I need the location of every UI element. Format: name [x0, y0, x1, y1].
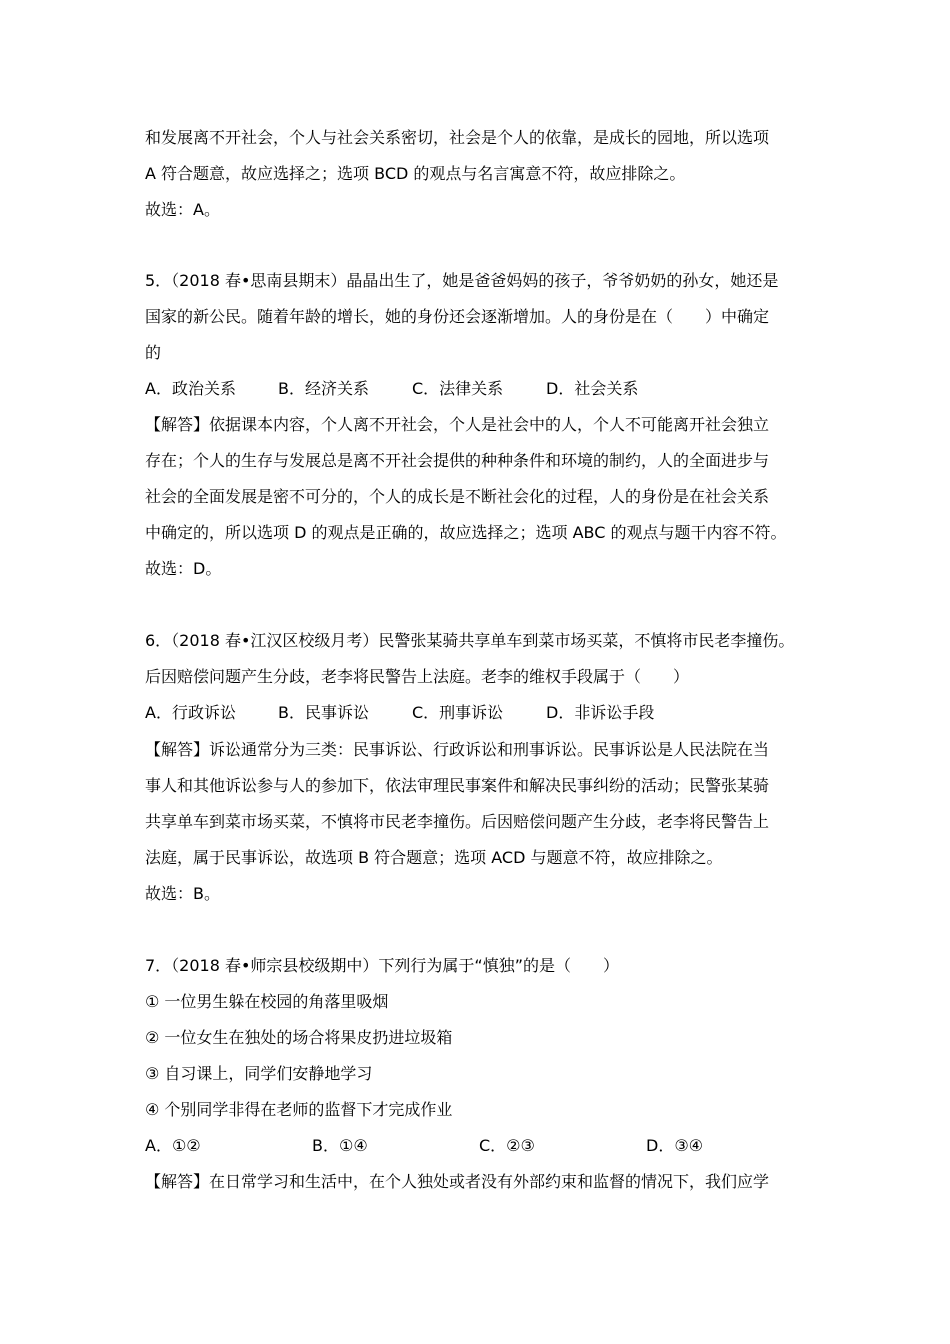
- prev-answer-result: 故选：A。: [145, 200, 220, 219]
- q6-option-c: C．刑事诉讼: [412, 703, 504, 722]
- prev-answer-line: 和发展离不开社会，个人与社会关系密切，社会是个人的依靠，是成长的园地，所以选项: [145, 128, 770, 147]
- q5-answer-line: 存在；个人的生存与发展总是离不开社会提供的种种条件和环境的制约，人的全面进步与: [145, 451, 770, 470]
- q5-stem-line: 的: [145, 343, 162, 362]
- q6-stem-line: 6．（2018 春•江汉区校级月考）民警张某骑共享单车到菜市场买菜，不慎将市民老李撞伤。: [145, 631, 795, 650]
- q6-answer-line: 事人和其他诉讼参与人的参加下，依法审理民事案件和解决民事纠纷的活动；民警张某骑: [145, 776, 770, 795]
- q7-option-c: C．②③: [479, 1136, 535, 1155]
- q5-stem-line: 国家的新公民。随着年龄的增长，她的身份还会逐渐增加。人的身份是在（ ）中确定: [145, 307, 770, 326]
- q5-option-c: C．法律关系: [412, 379, 504, 398]
- q5-result: 故选：D。: [145, 559, 222, 578]
- q6-result: 故选：B。: [145, 884, 220, 903]
- q7-stem-line: 7．（2018 春•师宗县校级期中）下列行为属于“慎独”的是（ ）: [145, 956, 620, 975]
- q6-answer-line: 共享单车到菜市场买菜，不慎将市民老李撞伤。后因赔偿问题产生分歧，老李将民警告上: [145, 812, 770, 831]
- prev-answer-line: A 符合题意，故应选择之；选项 BCD 的观点与名言寓意不符，故应排除之。: [145, 164, 686, 183]
- q5-answer-line: 中确定的，所以选项 D 的观点是正确的，故应选择之；选项 ABC 的观点与题干内容不符。: [145, 523, 787, 542]
- q6-answer-line: 【解答】诉讼通常分为三类：民事诉讼、行政诉讼和刑事诉讼。民事诉讼是人民法院在当: [145, 740, 770, 759]
- q7-item-3: ③ 自习课上，同学们安静地学习: [145, 1064, 373, 1083]
- q6-stem-line: 后因赔偿问题产生分歧，老李将民警告上法庭。老李的维权手段属于（ ）: [145, 667, 690, 686]
- q5-answer-line: 【解答】依据课本内容，个人离不开社会，个人是社会中的人，个人不可能离开社会独立: [145, 415, 770, 434]
- q7-option-a: A．①②: [145, 1136, 201, 1155]
- q7-item-2: ② 一位女生在独处的场合将果皮扔进垃圾箱: [145, 1028, 453, 1047]
- q7-answer-line: 【解答】在日常学习和生活中，在个人独处或者没有外部约束和监督的情况下，我们应学: [145, 1172, 770, 1191]
- q6-option-a: A．行政诉讼: [145, 703, 236, 722]
- q6-option-d: D．非诉讼手段: [546, 703, 655, 722]
- q7-item-4: ④ 个别同学非得在老师的监督下才完成作业: [145, 1100, 453, 1119]
- q5-option-b: B．经济关系: [278, 379, 369, 398]
- q5-answer-line: 社会的全面发展是密不可分的，个人的成长是不断社会化的过程，人的身份是在社会关系: [145, 487, 770, 506]
- q5-stem-line: 5．（2018 春•思南县期末）晶晶出生了，她是爸爸妈妈的孩子，爷爷奶奶的孙女，她还是: [145, 271, 779, 290]
- q6-answer-line: 法庭，属于民事诉讼，故选项 B 符合题意；选项 ACD 与题意不符，故应排除之。: [145, 848, 723, 867]
- q7-option-b: B．①④: [312, 1136, 368, 1155]
- q5-option-a: A．政治关系: [145, 379, 236, 398]
- q7-option-d: D．③④: [646, 1136, 704, 1155]
- q6-option-b: B．民事诉讼: [278, 703, 369, 722]
- q7-item-1: ① 一位男生躲在校园的角落里吸烟: [145, 992, 389, 1011]
- q5-option-d: D．社会关系: [546, 379, 639, 398]
